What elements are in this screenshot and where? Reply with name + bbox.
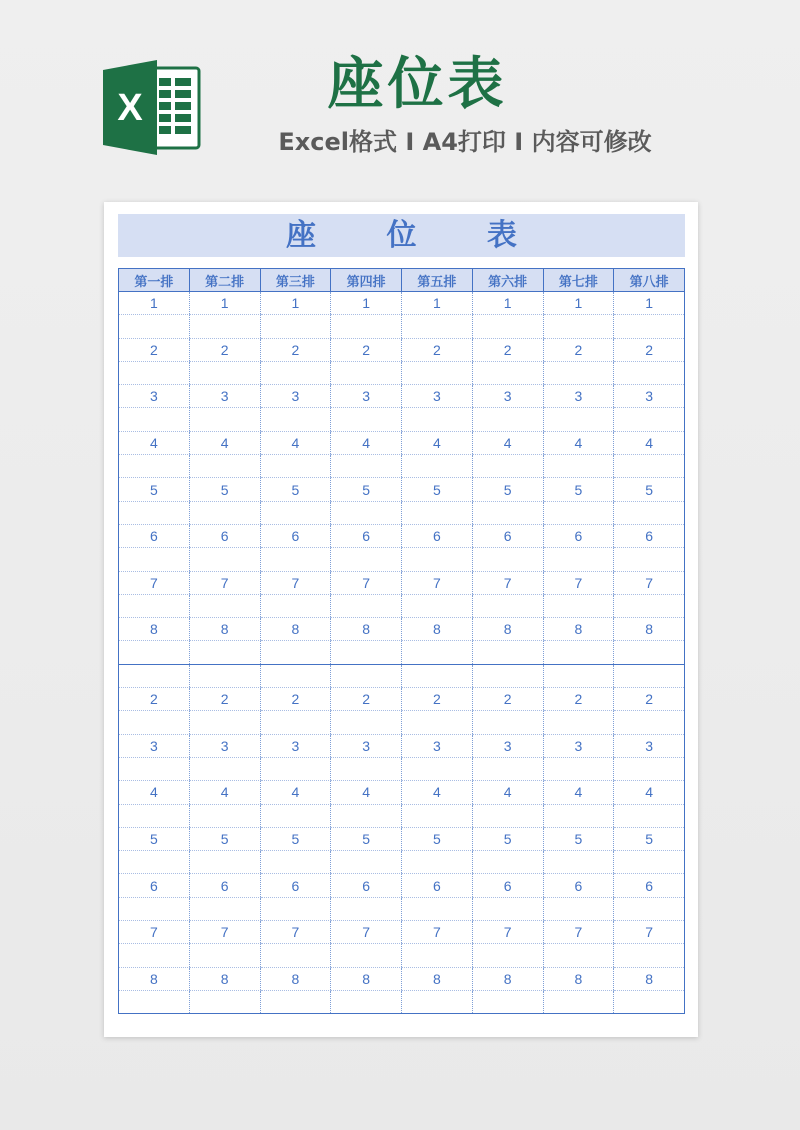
seat-cell[interactable]: 3 [119, 734, 190, 757]
seat-cell[interactable]: 2 [472, 338, 543, 361]
seat-cell[interactable]: 3 [189, 734, 260, 757]
table-row [119, 292, 685, 315]
seat-cell[interactable]: 7 [260, 571, 331, 594]
seat-cell[interactable]: 6 [119, 874, 190, 897]
seat-cell[interactable]: 8 [543, 967, 614, 990]
seat-cell[interactable] [331, 757, 402, 780]
seat-cell[interactable]: 8 [472, 967, 543, 990]
seat-cell[interactable] [402, 757, 473, 780]
page-header [0, 0, 800, 200]
seat-cell[interactable] [260, 664, 331, 687]
seat-cell[interactable]: 7 [543, 571, 614, 594]
seat-cell[interactable]: 5 [331, 827, 402, 850]
seat-cell[interactable] [614, 408, 685, 431]
seat-cell[interactable] [543, 990, 614, 1013]
seat-cell[interactable]: 5 [189, 827, 260, 850]
seat-cell[interactable] [402, 664, 473, 687]
seat-cell[interactable] [543, 851, 614, 874]
table-row [119, 804, 685, 827]
seat-cell[interactable]: 3 [543, 734, 614, 757]
seat-cell[interactable]: 4 [260, 781, 331, 804]
seating-sheet [104, 202, 698, 1037]
seat-cell[interactable] [119, 851, 190, 874]
seat-cell[interactable] [260, 944, 331, 967]
table-row [119, 664, 685, 687]
seat-cell[interactable]: 1 [614, 292, 685, 315]
seat-cell[interactable] [331, 944, 402, 967]
seat-cell[interactable]: 5 [331, 478, 402, 501]
seat-cell[interactable] [472, 408, 543, 431]
seat-cell[interactable] [543, 548, 614, 571]
seat-cell[interactable] [331, 455, 402, 478]
seat-cell[interactable] [260, 501, 331, 524]
seat-cell[interactable] [402, 315, 473, 338]
seat-cell[interactable] [189, 711, 260, 734]
seat-cell[interactable]: 2 [543, 338, 614, 361]
logo-letter: X [117, 87, 143, 129]
seat-cell[interactable] [331, 990, 402, 1013]
seat-cell[interactable]: 4 [189, 781, 260, 804]
column-header: 第三排 [260, 269, 331, 292]
table-row [119, 618, 685, 641]
table-row [119, 361, 685, 384]
seat-cell[interactable] [614, 804, 685, 827]
seat-cell[interactable] [119, 361, 190, 384]
seat-cell[interactable]: 8 [119, 618, 190, 641]
seat-cell[interactable] [331, 897, 402, 920]
seat-cell[interactable] [331, 315, 402, 338]
seat-cell[interactable]: 6 [402, 874, 473, 897]
seat-cell[interactable]: 5 [189, 478, 260, 501]
seat-cell[interactable]: 7 [119, 571, 190, 594]
seat-cell[interactable] [614, 594, 685, 617]
seat-cell[interactable]: 3 [402, 734, 473, 757]
seat-cell[interactable] [331, 851, 402, 874]
column-header: 第一排 [119, 269, 190, 292]
seat-cell[interactable] [331, 361, 402, 384]
table-row [119, 594, 685, 617]
seat-cell[interactable]: 4 [331, 431, 402, 454]
seat-cell[interactable] [472, 455, 543, 478]
seat-cell[interactable] [472, 990, 543, 1013]
seat-cell[interactable]: 6 [614, 874, 685, 897]
seat-cell[interactable]: 3 [472, 385, 543, 408]
seat-cell[interactable]: 3 [260, 734, 331, 757]
table-row [119, 408, 685, 431]
seat-cell[interactable]: 7 [472, 921, 543, 944]
seat-cell[interactable] [402, 990, 473, 1013]
seat-cell[interactable]: 5 [543, 827, 614, 850]
seat-cell[interactable] [189, 990, 260, 1013]
seat-cell[interactable]: 4 [402, 431, 473, 454]
seat-cell[interactable] [331, 408, 402, 431]
seat-cell[interactable] [331, 804, 402, 827]
table-row [119, 478, 685, 501]
page-title: 座位表 [327, 52, 508, 117]
table-row [119, 385, 685, 408]
seat-cell[interactable]: 8 [402, 967, 473, 990]
seat-cell[interactable] [119, 897, 190, 920]
seat-cell[interactable] [189, 361, 260, 384]
seat-cell[interactable]: 2 [543, 688, 614, 711]
seat-cell[interactable] [189, 501, 260, 524]
seat-cell[interactable]: 2 [472, 688, 543, 711]
seat-cell[interactable]: 5 [472, 827, 543, 850]
seat-cell[interactable] [543, 594, 614, 617]
seat-cell[interactable]: 3 [331, 385, 402, 408]
seat-cell[interactable]: 6 [260, 524, 331, 547]
seat-cell[interactable]: 8 [260, 967, 331, 990]
column-header-row [119, 269, 685, 292]
seat-cell[interactable] [614, 990, 685, 1013]
seat-cell[interactable] [260, 594, 331, 617]
seat-cell[interactable]: 2 [614, 688, 685, 711]
seat-cell[interactable] [189, 851, 260, 874]
seat-cell[interactable] [119, 641, 190, 664]
table-row [119, 990, 685, 1013]
seat-cell[interactable]: 3 [472, 734, 543, 757]
seat-cell[interactable]: 8 [614, 967, 685, 990]
table-row [119, 734, 685, 757]
seat-cell[interactable] [472, 548, 543, 571]
seat-cell[interactable] [472, 897, 543, 920]
seat-cell[interactable]: 5 [402, 827, 473, 850]
seat-cell[interactable] [472, 315, 543, 338]
seat-cell[interactable]: 8 [543, 618, 614, 641]
seat-cell[interactable]: 7 [260, 921, 331, 944]
seat-cell[interactable] [472, 361, 543, 384]
seat-cell[interactable]: 4 [331, 781, 402, 804]
seat-cell[interactable]: 2 [331, 688, 402, 711]
seat-cell[interactable] [543, 664, 614, 687]
table-row [119, 851, 685, 874]
seat-cell[interactable] [402, 804, 473, 827]
seat-cell[interactable] [402, 711, 473, 734]
seat-cell[interactable]: 6 [189, 874, 260, 897]
seat-cell[interactable]: 6 [614, 524, 685, 547]
seat-cell[interactable]: 8 [331, 618, 402, 641]
seat-cell[interactable] [189, 664, 260, 687]
seat-cell[interactable] [331, 594, 402, 617]
seating-table [118, 268, 685, 1014]
seat-cell[interactable] [260, 757, 331, 780]
seat-cell[interactable]: 5 [402, 478, 473, 501]
seat-cell[interactable] [402, 594, 473, 617]
column-header: 第七排 [543, 269, 614, 292]
seat-cell[interactable] [543, 315, 614, 338]
seat-cell[interactable] [189, 594, 260, 617]
seat-cell[interactable] [260, 711, 331, 734]
seat-cell[interactable]: 5 [614, 827, 685, 850]
seat-cell[interactable]: 6 [189, 524, 260, 547]
seat-cell[interactable] [260, 641, 331, 664]
seat-cell[interactable] [614, 501, 685, 524]
seat-cell[interactable]: 6 [260, 874, 331, 897]
seat-cell[interactable]: 6 [472, 874, 543, 897]
seat-cell[interactable]: 4 [119, 431, 190, 454]
seat-cell[interactable]: 8 [331, 967, 402, 990]
seat-cell[interactable]: 7 [189, 571, 260, 594]
table-row [119, 524, 685, 547]
seat-cell[interactable] [402, 361, 473, 384]
seat-cell[interactable] [402, 548, 473, 571]
seat-cell[interactable]: 1 [189, 292, 260, 315]
seat-cell[interactable]: 4 [543, 781, 614, 804]
seat-cell[interactable]: 3 [402, 385, 473, 408]
sheet-title: 座 位 表 [118, 214, 685, 257]
seat-cell[interactable]: 2 [189, 338, 260, 361]
table-row [119, 967, 685, 990]
seat-cell[interactable]: 7 [189, 921, 260, 944]
table-row [119, 338, 685, 361]
table-row [119, 827, 685, 850]
seat-cell[interactable]: 8 [189, 618, 260, 641]
seat-cell[interactable]: 1 [119, 292, 190, 315]
page-subtitle: Excel格式 Ⅰ A4打印 Ⅰ 内容可修改 [278, 128, 652, 156]
table-row [119, 548, 685, 571]
seat-cell[interactable] [402, 944, 473, 967]
seat-cell[interactable] [189, 548, 260, 571]
seat-cell[interactable] [472, 501, 543, 524]
seat-cell[interactable]: 1 [260, 292, 331, 315]
seat-cell[interactable] [614, 944, 685, 967]
seat-cell[interactable]: 4 [472, 781, 543, 804]
seat-cell[interactable] [402, 851, 473, 874]
seat-cell[interactable]: 4 [189, 431, 260, 454]
seat-cell[interactable] [614, 361, 685, 384]
table-row [119, 571, 685, 594]
seat-cell[interactable] [614, 897, 685, 920]
seat-cell[interactable] [119, 990, 190, 1013]
seat-cell[interactable]: 8 [402, 618, 473, 641]
seat-cell[interactable] [614, 851, 685, 874]
seat-cell[interactable]: 6 [331, 874, 402, 897]
seat-cell[interactable]: 8 [614, 618, 685, 641]
seat-cell[interactable] [543, 944, 614, 967]
seat-cell[interactable] [189, 408, 260, 431]
seat-cell[interactable]: 7 [331, 921, 402, 944]
seat-cell[interactable] [543, 361, 614, 384]
seat-cell[interactable] [189, 757, 260, 780]
seat-cell[interactable] [614, 455, 685, 478]
seat-cell[interactable]: 2 [260, 338, 331, 361]
column-header: 第六排 [472, 269, 543, 292]
seat-cell[interactable]: 4 [260, 431, 331, 454]
seat-cell[interactable] [472, 757, 543, 780]
seat-cell[interactable]: 5 [543, 478, 614, 501]
seat-cell[interactable]: 6 [543, 524, 614, 547]
seat-cell[interactable]: 2 [331, 338, 402, 361]
seat-cell[interactable] [614, 315, 685, 338]
seat-cell[interactable]: 1 [331, 292, 402, 315]
seat-cell[interactable]: 5 [614, 478, 685, 501]
seat-cell[interactable] [402, 641, 473, 664]
seat-cell[interactable] [260, 990, 331, 1013]
seat-cell[interactable] [543, 711, 614, 734]
seat-cell[interactable]: 1 [543, 292, 614, 315]
seat-cell[interactable] [119, 548, 190, 571]
table-row [119, 711, 685, 734]
seat-cell[interactable]: 7 [614, 571, 685, 594]
seat-cell[interactable] [543, 455, 614, 478]
seat-cell[interactable] [119, 664, 190, 687]
table-row [119, 455, 685, 478]
table-row [119, 315, 685, 338]
seat-cell[interactable]: 2 [614, 338, 685, 361]
seat-cell[interactable]: 3 [614, 734, 685, 757]
seat-cell[interactable]: 6 [119, 524, 190, 547]
seating-table-body [119, 292, 685, 1014]
seat-cell[interactable] [331, 711, 402, 734]
seat-cell[interactable]: 7 [614, 921, 685, 944]
seat-cell[interactable] [331, 548, 402, 571]
seat-cell[interactable]: 4 [543, 431, 614, 454]
seat-cell[interactable]: 2 [402, 338, 473, 361]
seat-cell[interactable]: 7 [472, 571, 543, 594]
column-header: 第五排 [402, 269, 473, 292]
seat-cell[interactable] [472, 804, 543, 827]
seat-cell[interactable] [119, 944, 190, 967]
seat-cell[interactable]: 3 [260, 385, 331, 408]
seat-cell[interactable]: 3 [331, 734, 402, 757]
seat-cell[interactable]: 5 [119, 827, 190, 850]
seat-cell[interactable]: 5 [119, 478, 190, 501]
seat-cell[interactable]: 4 [614, 431, 685, 454]
seat-cell[interactable] [189, 455, 260, 478]
seat-cell[interactable] [260, 851, 331, 874]
seat-cell[interactable]: 6 [543, 874, 614, 897]
seat-cell[interactable] [260, 315, 331, 338]
seat-cell[interactable] [119, 804, 190, 827]
seat-cell[interactable]: 5 [260, 478, 331, 501]
table-row [119, 921, 685, 944]
seat-cell[interactable]: 1 [472, 292, 543, 315]
seat-cell[interactable] [189, 944, 260, 967]
seat-cell[interactable]: 4 [402, 781, 473, 804]
seat-cell[interactable] [472, 851, 543, 874]
seat-cell[interactable]: 7 [331, 571, 402, 594]
seat-cell[interactable]: 6 [472, 524, 543, 547]
seat-cell[interactable] [119, 408, 190, 431]
seat-cell[interactable]: 2 [119, 688, 190, 711]
seat-cell[interactable]: 8 [260, 618, 331, 641]
seat-cell[interactable]: 7 [119, 921, 190, 944]
seat-cell[interactable]: 7 [543, 921, 614, 944]
seat-cell[interactable]: 8 [472, 618, 543, 641]
seat-cell[interactable]: 6 [331, 524, 402, 547]
excel-logo-icon [103, 60, 203, 155]
seat-cell[interactable]: 3 [614, 385, 685, 408]
column-header: 第四排 [331, 269, 402, 292]
seat-cell[interactable] [472, 711, 543, 734]
seat-cell[interactable]: 7 [402, 921, 473, 944]
seat-cell[interactable] [189, 641, 260, 664]
seat-cell[interactable] [260, 897, 331, 920]
seat-cell[interactable] [119, 711, 190, 734]
seat-cell[interactable] [472, 641, 543, 664]
table-row [119, 501, 685, 524]
table-row [119, 688, 685, 711]
seat-cell[interactable] [614, 711, 685, 734]
seat-cell[interactable] [614, 664, 685, 687]
seat-cell[interactable] [614, 757, 685, 780]
seat-cell[interactable] [614, 641, 685, 664]
table-row [119, 757, 685, 780]
seat-cell[interactable] [331, 501, 402, 524]
seat-cell[interactable] [472, 944, 543, 967]
seat-cell[interactable]: 8 [189, 967, 260, 990]
seat-cell[interactable] [119, 501, 190, 524]
table-row [119, 874, 685, 897]
seat-cell[interactable] [402, 408, 473, 431]
seat-cell[interactable] [260, 548, 331, 571]
seat-cell[interactable]: 2 [189, 688, 260, 711]
seat-cell[interactable]: 3 [189, 385, 260, 408]
seat-cell[interactable]: 2 [402, 688, 473, 711]
seat-cell[interactable]: 5 [472, 478, 543, 501]
seat-cell[interactable] [260, 804, 331, 827]
column-header: 第二排 [189, 269, 260, 292]
table-row [119, 781, 685, 804]
seat-cell[interactable]: 3 [119, 385, 190, 408]
seat-cell[interactable]: 4 [614, 781, 685, 804]
table-row [119, 897, 685, 920]
table-row [119, 641, 685, 664]
seat-cell[interactable]: 2 [119, 338, 190, 361]
seat-cell[interactable] [331, 641, 402, 664]
seat-cell[interactable] [543, 757, 614, 780]
seat-cell[interactable] [402, 455, 473, 478]
seat-cell[interactable] [119, 757, 190, 780]
seat-cell[interactable] [402, 897, 473, 920]
seat-cell[interactable] [472, 664, 543, 687]
table-row [119, 431, 685, 454]
table-row [119, 944, 685, 967]
seat-cell[interactable]: 3 [543, 385, 614, 408]
seat-cell[interactable] [119, 455, 190, 478]
seat-cell[interactable]: 8 [119, 967, 190, 990]
seat-cell[interactable]: 4 [119, 781, 190, 804]
seat-cell[interactable] [189, 897, 260, 920]
seat-cell[interactable] [260, 455, 331, 478]
seat-cell[interactable]: 1 [402, 292, 473, 315]
seat-cell[interactable] [331, 664, 402, 687]
seat-cell[interactable] [543, 897, 614, 920]
seat-cell[interactable] [614, 548, 685, 571]
seat-cell[interactable] [260, 361, 331, 384]
seat-cell[interactable]: 4 [472, 431, 543, 454]
seat-cell[interactable] [543, 408, 614, 431]
seat-cell[interactable] [119, 315, 190, 338]
seat-cell[interactable]: 6 [402, 524, 473, 547]
seat-cell[interactable] [189, 315, 260, 338]
seat-cell[interactable]: 7 [402, 571, 473, 594]
seat-cell[interactable]: 5 [260, 827, 331, 850]
seat-cell[interactable]: 2 [260, 688, 331, 711]
seat-cell[interactable] [543, 641, 614, 664]
seat-cell[interactable] [543, 501, 614, 524]
seat-cell[interactable] [402, 501, 473, 524]
seat-cell[interactable] [472, 594, 543, 617]
seat-cell[interactable] [119, 594, 190, 617]
seat-cell[interactable] [543, 804, 614, 827]
seat-cell[interactable] [189, 804, 260, 827]
seat-cell[interactable] [260, 408, 331, 431]
column-header: 第八排 [614, 269, 685, 292]
